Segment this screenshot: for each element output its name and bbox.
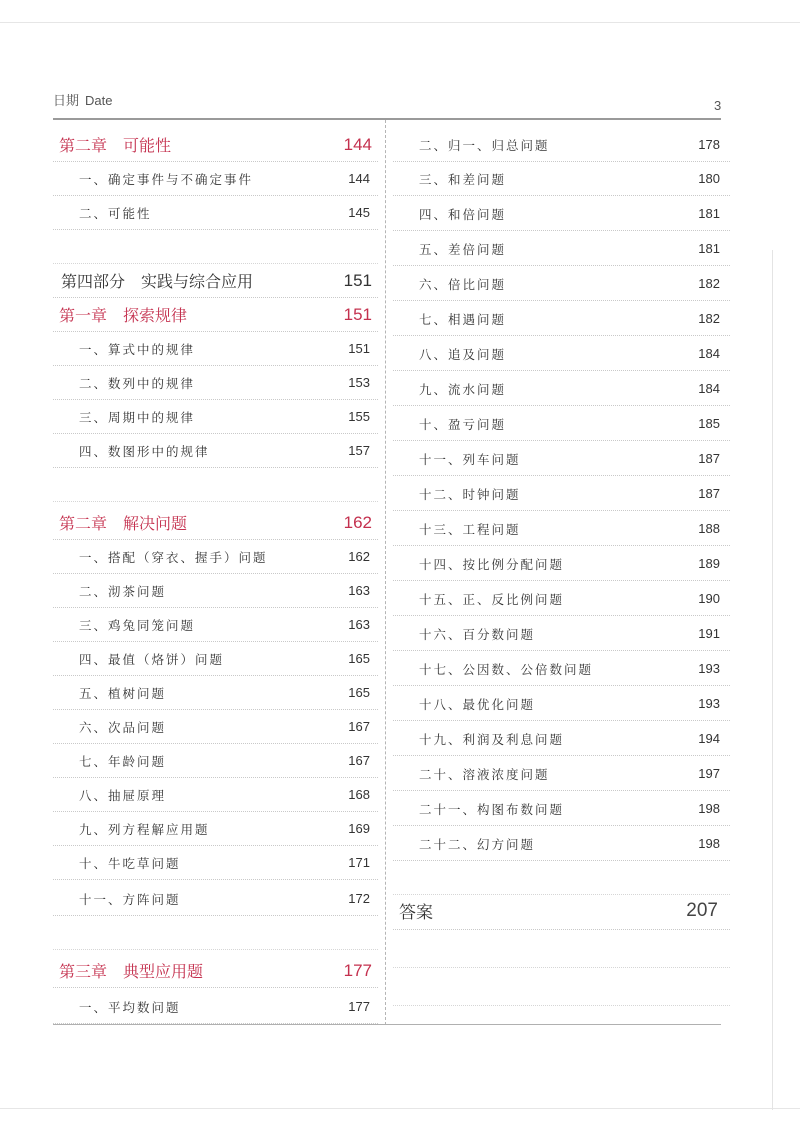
- toc-item-row[interactable]: [53, 710, 378, 744]
- toc-item-row[interactable]: [53, 434, 378, 468]
- item-title: 一、搭配（穿衣、握手）问题: [79, 549, 268, 565]
- item-title: 二、归一、归总问题: [419, 137, 550, 153]
- item-page: 165: [348, 685, 370, 700]
- item-page: 167: [348, 719, 370, 734]
- toc-item-row[interactable]: [53, 608, 378, 642]
- item-title: 四、最值（烙饼）问题: [79, 651, 225, 667]
- toc-item-row[interactable]: [53, 400, 378, 434]
- toc-item-row[interactable]: [393, 302, 730, 336]
- item-page: 165: [348, 651, 370, 666]
- item-title: 三、鸡兔同笼问题: [79, 617, 196, 633]
- item-page: 172: [348, 891, 370, 906]
- answers-page: 207: [686, 899, 718, 921]
- blank-row: [393, 972, 730, 1006]
- toc-part-row[interactable]: [53, 264, 378, 298]
- chapter-title: 第二章 可能性: [59, 136, 172, 155]
- item-title: 十七、公因数、公倍数问题: [419, 661, 594, 677]
- item-title: 六、倍比问题: [419, 276, 507, 292]
- item-page: 162: [348, 549, 370, 564]
- toc-item-row[interactable]: [393, 827, 730, 861]
- item-page: 168: [348, 787, 370, 802]
- header-rule: [53, 118, 721, 120]
- item-title: 三、周期中的规律: [79, 409, 196, 425]
- date-label-en: Date: [85, 93, 113, 108]
- toc-chapter-row[interactable]: [53, 298, 378, 332]
- toc-item-row[interactable]: [393, 162, 730, 196]
- item-title: 九、列方程解应用题: [79, 821, 210, 837]
- item-page: 197: [698, 766, 720, 781]
- toc-item-row[interactable]: [53, 882, 378, 916]
- item-title: 二十二、幻方问题: [419, 836, 536, 852]
- item-page: 145: [348, 205, 370, 220]
- toc-item-row[interactable]: [53, 812, 378, 846]
- part-page: 151: [343, 270, 372, 290]
- item-page: 181: [698, 241, 720, 256]
- page-edge-bottom: [0, 1108, 800, 1109]
- item-page: 184: [698, 381, 720, 396]
- item-title: 二、数列中的规律: [79, 375, 196, 391]
- item-title: 二、沏茶问题: [79, 583, 167, 599]
- chapter-page: 162: [343, 512, 372, 532]
- chapter-title: 第一章 探索规律: [59, 306, 188, 325]
- item-page: 187: [698, 486, 720, 501]
- toc-item-row[interactable]: [393, 337, 730, 371]
- item-page: 189: [698, 556, 720, 571]
- toc-item-row[interactable]: [393, 267, 730, 301]
- toc-item-row[interactable]: [53, 366, 378, 400]
- page-edge-top: [0, 22, 800, 23]
- toc-item-row[interactable]: [393, 722, 730, 756]
- item-page: 155: [348, 409, 370, 424]
- item-page: 193: [698, 696, 720, 711]
- toc-item-row[interactable]: [53, 332, 378, 366]
- item-title: 九、流水问题: [419, 381, 507, 397]
- item-page: 187: [698, 451, 720, 466]
- chapter-title: 第二章 解决问题: [59, 514, 188, 533]
- item-page: 180: [698, 171, 720, 186]
- toc-item-row[interactable]: [393, 477, 730, 511]
- item-title: 二十一、构图布数问题: [419, 801, 565, 817]
- toc-item-row[interactable]: [393, 442, 730, 476]
- item-page: 171: [348, 855, 370, 870]
- date-label-cn: 日期: [53, 93, 80, 108]
- item-title: 五、差倍问题: [419, 241, 507, 257]
- item-page: 151: [348, 341, 370, 356]
- item-title: 十八、最优化问题: [419, 696, 536, 712]
- toc-chapter-row[interactable]: [53, 954, 378, 988]
- item-page: 163: [348, 617, 370, 632]
- toc-item-row[interactable]: [53, 778, 378, 812]
- toc-item-row[interactable]: [393, 652, 730, 686]
- toc-item-row[interactable]: [53, 642, 378, 676]
- toc-item-row[interactable]: [393, 757, 730, 791]
- blank-row: [393, 861, 730, 895]
- item-title: 十五、正、反比例问题: [419, 591, 565, 607]
- answers-title: 答案: [399, 903, 433, 923]
- toc-item-row[interactable]: [53, 676, 378, 710]
- item-page: 177: [348, 999, 370, 1014]
- item-page: 182: [698, 276, 720, 291]
- item-page: 144: [348, 171, 370, 186]
- item-title: 六、次品问题: [79, 719, 167, 735]
- item-page: 193: [698, 661, 720, 676]
- item-title: 一、确定事件与不确定事件: [79, 171, 254, 187]
- blank-row: [393, 934, 730, 968]
- chapter-page: 177: [343, 960, 372, 980]
- toc-item-row[interactable]: [53, 990, 378, 1024]
- toc-item-row[interactable]: [393, 582, 730, 616]
- toc-item-row[interactable]: [53, 574, 378, 608]
- item-title: 三、和差问题: [419, 171, 507, 187]
- toc-item-row[interactable]: [53, 540, 378, 574]
- item-title: 四、数图形中的规律: [79, 443, 210, 459]
- item-page: 163: [348, 583, 370, 598]
- item-title: 七、相遇问题: [419, 311, 507, 327]
- item-title: 八、抽屉原理: [79, 787, 167, 803]
- item-title: 十九、利润及利息问题: [419, 731, 565, 747]
- bottom-rule: [53, 1024, 721, 1025]
- toc-item-row[interactable]: [393, 232, 730, 266]
- toc-answers-row[interactable]: [393, 892, 730, 930]
- item-title: 十四、按比例分配问题: [419, 556, 565, 572]
- toc-item-row[interactable]: [393, 547, 730, 581]
- toc-item-row[interactable]: [53, 744, 378, 778]
- column-divider: [385, 120, 386, 1025]
- toc-item-row[interactable]: [393, 128, 730, 162]
- chapter-page: 144: [343, 134, 372, 154]
- item-page: 188: [698, 521, 720, 536]
- toc-chapter-row[interactable]: [53, 506, 378, 540]
- item-page: 182: [698, 311, 720, 326]
- toc-item-row[interactable]: [393, 197, 730, 231]
- item-page: 169: [348, 821, 370, 836]
- item-title: 一、平均数问题: [79, 999, 181, 1015]
- item-page: 190: [698, 591, 720, 606]
- item-page: 198: [698, 836, 720, 851]
- item-title: 七、年龄问题: [79, 753, 167, 769]
- toc-item-row[interactable]: [393, 512, 730, 546]
- item-page: 167: [348, 753, 370, 768]
- item-title: 十、牛吃草问题: [79, 855, 181, 871]
- item-title: 二、可能性: [79, 205, 152, 221]
- item-title: 十一、列车问题: [419, 451, 521, 467]
- blank-row: [53, 230, 378, 264]
- page-number: 3: [714, 98, 722, 113]
- toc-item-row[interactable]: [393, 372, 730, 406]
- toc-item-row[interactable]: [393, 617, 730, 651]
- item-title: 十三、工程问题: [419, 521, 521, 537]
- blank-row: [53, 916, 378, 950]
- toc-item-row[interactable]: [53, 846, 378, 880]
- item-page: 185: [698, 416, 720, 431]
- page-edge-right: [772, 250, 773, 1110]
- date-label: [53, 90, 118, 109]
- item-page: 198: [698, 801, 720, 816]
- item-title: 十二、时钟问题: [419, 486, 521, 502]
- item-page: 194: [698, 731, 720, 746]
- chapter-page: 151: [343, 304, 372, 324]
- toc-item-row[interactable]: [53, 196, 378, 230]
- part-title: 第四部分 实践与综合应用: [61, 272, 254, 291]
- item-title: 十一、方阵问题: [79, 891, 181, 907]
- item-page: 153: [348, 375, 370, 390]
- toc-chapter-row[interactable]: [53, 128, 378, 162]
- toc-item-row[interactable]: [53, 162, 378, 196]
- item-title: 一、算式中的规律: [79, 341, 196, 357]
- toc-item-row[interactable]: [393, 407, 730, 441]
- blank-row: [53, 468, 378, 502]
- item-page: 191: [698, 626, 720, 641]
- toc-item-row[interactable]: [393, 792, 730, 826]
- chapter-title: 第三章 典型应用题: [59, 962, 204, 981]
- item-title: 八、追及问题: [419, 346, 507, 362]
- item-page: 157: [348, 443, 370, 458]
- item-page: 178: [698, 137, 720, 152]
- toc-item-row[interactable]: [393, 687, 730, 721]
- item-title: 十、盈亏问题: [419, 416, 507, 432]
- item-title: 四、和倍问题: [419, 206, 507, 222]
- item-title: 二十、溶液浓度问题: [419, 766, 550, 782]
- item-title: 十六、百分数问题: [419, 626, 536, 642]
- item-page: 181: [698, 206, 720, 221]
- item-page: 184: [698, 346, 720, 361]
- item-title: 五、植树问题: [79, 685, 167, 701]
